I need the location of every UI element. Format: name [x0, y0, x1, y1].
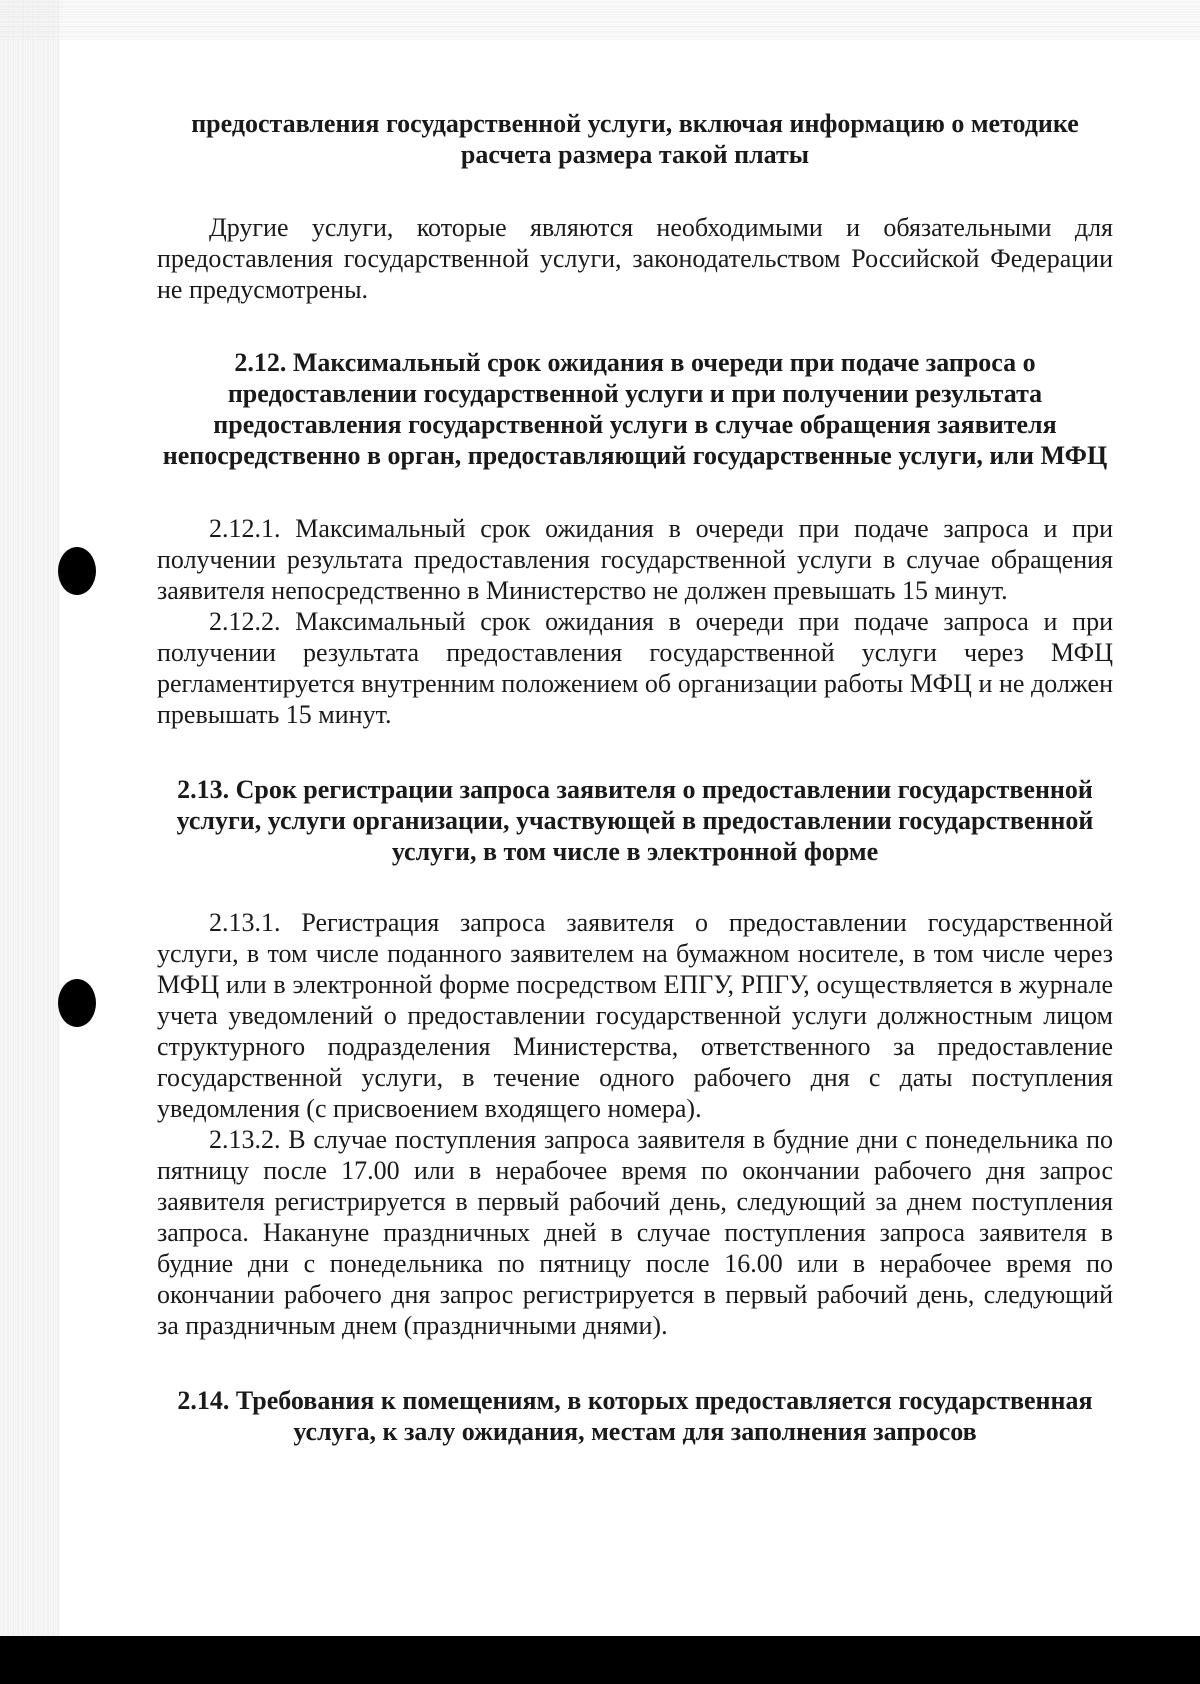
- scan-edge-top: [0, 0, 1200, 40]
- section-2-13-heading: 2.13. Срок регистрации запроса заявителя о предоставлении государственной услуги, услуги организации, участвующей в предоставлении государственной услуги, в том числе в электронной форме: [176, 775, 1094, 866]
- punch-hole-icon: [58, 547, 96, 595]
- scan-edge-left: [0, 0, 60, 1684]
- scan-bottom-bar: [0, 1636, 1200, 1684]
- paragraph-2-12-2: 2.12.2. Максимальный срок ожидания в очереди при подаче запроса и при получении результата предоставления государственной услуги через МФЦ регламентируется внутренним положением об организации работы МФЦ и не должен превышать 15 минут.: [157, 607, 1113, 729]
- section-2-14-heading: 2.14. Требования к помещениям, в которых предоставляется государственная услуга, к залу ожидания, местам для заполнения запросов: [177, 1386, 1093, 1446]
- section-2-12-heading: 2.12. Максимальный срок ожидания в очереди при подаче запроса о предоставлении государственной услуги и при получении результата предоставления государственной услуги в случае обращения заявителя непосредственно в орган, предоставляющий государственные услуги, или МФЦ: [162, 348, 1108, 470]
- intro-heading: предоставления государственной услуги, включая информацию о методике расчета размера такой платы: [191, 109, 1079, 169]
- paragraph-other-services: Другие услуги, которые являются необходимыми и обязательными для предоставления государственной услуги, законодательством Российской Федерации не предусмотрены.: [157, 213, 1113, 304]
- paragraph-2-12-1: 2.12.1. Максимальный срок ожидания в очереди при подаче запроса и при получении результата предоставления государственной услуги в случае обращения заявителя непосредственно в Министерство не должен превышать 15 минут.: [157, 514, 1113, 605]
- paragraph-2-13-1: 2.13.1. Регистрация запроса заявителя о предоставлении государственной услуги, в том числе поданного заявителем на бумажном носителе, в том числе через МФЦ или в электронной форме посредством ЕПГУ, РПГУ, осуществляется в журнале учета уведомлений о предоставлении государственной услуги должностным лицом структурного подразделения Министерства, ответственного за предоставление государственной услуги, в течение одного рабочего дня с даты поступления уведомления (с присвоением входящего номера).: [157, 908, 1113, 1123]
- punch-hole-icon: [58, 979, 96, 1027]
- paragraph-2-13-2: 2.13.2. В случае поступления запроса заявителя в будние дни с понедельника по пятницу после 17.00 или в нерабочее время по окончании рабочего дня запрос заявителя регистрируется в первый рабочий день, следующий за днем поступления запроса. Накануне праздничных дней в случае поступления запроса заявителя в будние дни с понедельника по пятницу после 16.00 или в нерабочее время по окончании рабочего дня запрос регистрируется в первый рабочий день, следующий за праздничным днем (праздничными днями).: [157, 1125, 1113, 1340]
- document-body: [157, 108, 1113, 1447]
